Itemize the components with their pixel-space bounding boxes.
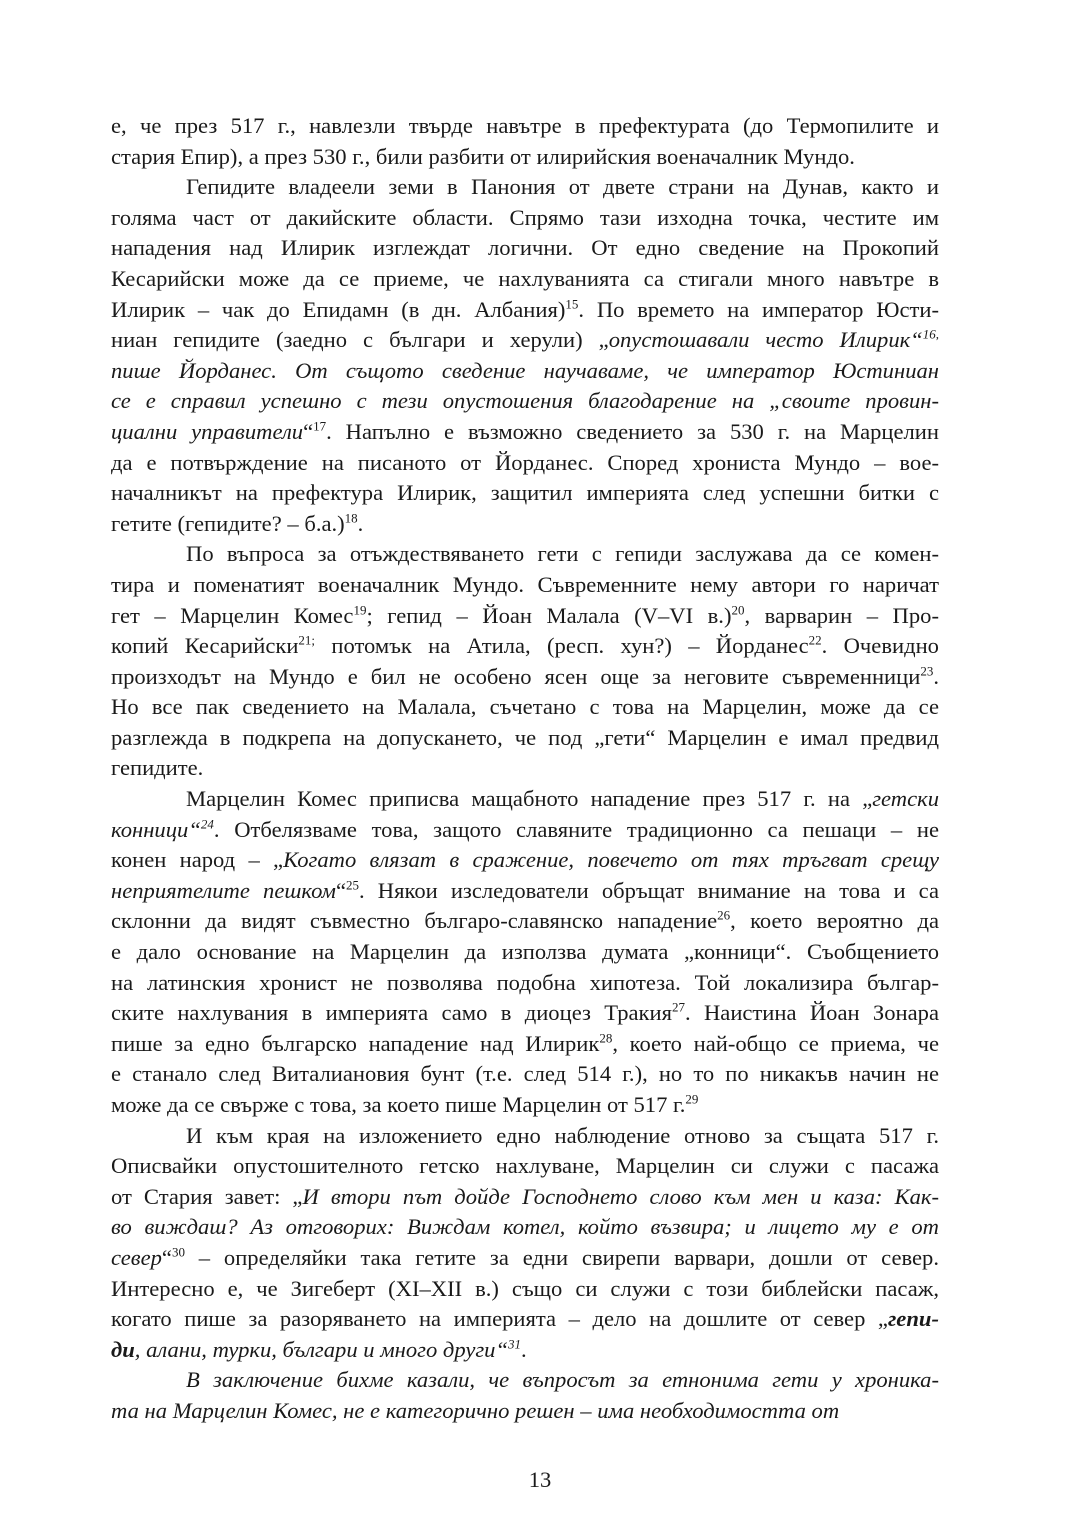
paragraph [111, 111, 939, 172]
text-run: голяма част от дакийските области. Спрямо тази изходна точка, честите им [111, 204, 939, 230]
text-line [111, 784, 939, 815]
text-run: е станало след Виталиановия бунт (т.е. след 514 г.), но то по никакъв начин не [111, 1061, 939, 1087]
text-run: склонни да видят съвместно българо-славянско нападение [111, 908, 718, 934]
text-line [111, 1335, 939, 1366]
footnote-ref: 22 [808, 632, 822, 648]
text-line [111, 845, 939, 876]
text-run: гепи- [887, 1306, 939, 1332]
text-line [111, 906, 939, 937]
text-run: “ [335, 877, 347, 903]
text-run: . Наистина Йоан Зонара [684, 1000, 939, 1026]
document-body [111, 111, 939, 1427]
text-run: – определяйки така гетите за едни свирепи варвари, дошли от север. [184, 1244, 939, 1270]
text-line [111, 876, 939, 907]
footnote-ref: 26 [717, 907, 731, 923]
text-run: Гепидите владеели земи в Панония от двете страни на Дунав, както и [186, 174, 939, 200]
text-line [111, 356, 939, 387]
text-run: , алани, турки, българи и много други“ [134, 1336, 509, 1362]
text-run: разглежда в подкрепа на допускането, че под „гети“ Марцелин е имал предвид [111, 724, 939, 750]
text-run: ; гепид – Йоан Малала (V–VI в.) [366, 602, 732, 628]
text-line [111, 1059, 939, 1090]
text-run: та на Марцелин Комес, не е категорично решен – има необходимостта от [111, 1397, 840, 1423]
text-line [111, 1029, 939, 1060]
text-line [111, 1090, 939, 1121]
text-line [111, 1121, 939, 1152]
text-run: е, че през 517 г., навлезли твърде навътре в префектурата (до Термопилите и [111, 113, 939, 138]
text-run: Илирик – чак до Епидамн (в дн. Албания) [111, 296, 566, 322]
text-run: нападения над Илирик изглеждат логични. От едно сведение на Прокопий [111, 235, 939, 261]
text-line [111, 1274, 939, 1305]
footnote-ref: 28 [599, 1030, 613, 1046]
footnote-ref: 21; [298, 632, 316, 648]
paragraph [111, 172, 939, 539]
text-line [111, 937, 939, 968]
text-run: . Отбелязваме това, защото славяните традиционно са пешаци – не [213, 816, 939, 842]
text-run: Но все пак сведението на Малала, съчетано с това на Марцелин, може да се [111, 694, 939, 720]
text-line [111, 968, 939, 999]
text-run: север [111, 1244, 162, 1270]
text-run: копий Кесарийски [111, 633, 299, 659]
text-line [111, 1151, 939, 1182]
text-run: Кесарийски може да се приеме, че нахлуванията са стигали много навътре в [111, 265, 939, 291]
text-run: пише Йорданес. От същото сведение научаваме, че император Юстиниан [111, 357, 939, 383]
text-line [111, 1304, 939, 1335]
text-line [111, 570, 939, 601]
text-line [111, 692, 939, 723]
footnote-ref: 17 [313, 418, 327, 434]
text-line [111, 386, 939, 417]
text-run: . Някои изследователи обръщат внимание на това и са [359, 877, 940, 903]
text-line [111, 203, 939, 234]
paragraph [111, 1365, 939, 1426]
footnote-ref: 29 [685, 1091, 699, 1107]
text-run: Интересно е, че Зигеберт (XI–XII в.) също си служи с този библейски пасаж, [111, 1275, 939, 1301]
text-run: , варварин – Про- [744, 602, 939, 628]
text-line [111, 264, 939, 295]
text-run: , което вероятно да [730, 908, 939, 934]
text-run: да е потвърждение на писаното от Йорданес. Според хрониста Мундо – вое- [111, 449, 939, 475]
text-line [111, 815, 939, 846]
text-run: произходът на Мундо е бил не особено ясен още за неговите съвременници [111, 663, 921, 689]
text-run: ските нахлувания в империята само в диоцез Тракия [111, 1000, 672, 1026]
text-line [111, 172, 939, 203]
footnote-ref: 23 [920, 663, 934, 679]
text-run: циални управители [111, 418, 304, 444]
text-run: ниан гепидите (заедно с българи и херули) „ [111, 327, 609, 353]
text-run: И към края на изложението едно наблюдение отново за същата 517 г. [186, 1122, 939, 1148]
page-number: 13 [528, 1467, 552, 1492]
text-run: во виждаш? Аз отговорих: Виждам котел, който възвира; и лицето му е от [111, 1214, 939, 1240]
footnote-ref: 15 [565, 296, 579, 312]
text-run: може да се свърже с това, за което пише Марцелин от 517 г. [111, 1092, 686, 1117]
text-run: конници“ [111, 816, 201, 842]
text-line [111, 998, 939, 1029]
text-line [111, 1212, 939, 1243]
text-run: на латинския хронист не позволява подобна хипотеза. Той локализира българ- [111, 969, 939, 995]
text-line [111, 539, 939, 570]
text-line [111, 417, 939, 448]
text-run: Описвайки опустошителното гетско нахлуване, Марцелин си служи с пасажа [111, 1153, 939, 1179]
text-run: . [521, 1336, 527, 1362]
paragraph [111, 539, 939, 784]
text-line [111, 325, 939, 356]
text-line [111, 142, 939, 173]
text-run: . Напълно е възможно сведението за 530 г. на Марцелин [326, 418, 939, 444]
text-run: когато пише за разоряването на империята – дело на дошлите от север „ [111, 1306, 888, 1332]
text-line [111, 1365, 939, 1396]
text-run: И втори път дойде Господнето слово към мен и каза: Как- [302, 1183, 939, 1209]
text-line [111, 448, 939, 479]
footnote-ref: 25 [346, 877, 360, 893]
text-run: е дало основание на Марцелин да използва думата „конници“. Съобщението [111, 939, 939, 965]
text-run: По въпроса за отъждествяването гети с гепиди заслужава да се комен- [186, 541, 939, 567]
text-line [111, 111, 939, 142]
text-run: Когато влязат в сражение, повечето от тях тръгват срещу [283, 847, 939, 873]
footnote-ref: 16, [922, 326, 939, 342]
text-run: “ [161, 1244, 172, 1270]
text-run: гет – Марцелин Комес [111, 602, 354, 628]
text-run: гетите (гепидите? – б.а.) [111, 510, 345, 536]
text-line [111, 509, 939, 540]
text-line [111, 233, 939, 264]
text-line [111, 723, 939, 754]
text-line [111, 631, 939, 662]
text-run: “ [303, 418, 314, 444]
footnote-ref: 27 [671, 999, 685, 1015]
text-line [111, 753, 939, 784]
footnote-ref: 24 [200, 816, 214, 832]
text-run: от Стария завет: „ [111, 1183, 303, 1209]
text-run: . [933, 663, 939, 689]
text-line [111, 1243, 939, 1274]
text-run: пише за едно българско нападение над Илирик [111, 1030, 600, 1056]
text-line [111, 295, 939, 326]
footnote-ref: 18 [344, 510, 358, 526]
text-line [111, 478, 939, 509]
footnote-ref: 20 [731, 601, 745, 617]
footnote-ref: 31 [508, 1336, 522, 1352]
text-run: неприятелите пешком [111, 877, 336, 903]
text-run: конен народ – „ [111, 847, 284, 873]
text-run: Марцелин Комес приписва мащабното нападение през 517 г. на „ [186, 786, 873, 812]
footnote-ref: 30 [171, 1244, 185, 1260]
text-line [111, 1396, 939, 1427]
text-run: началникът на префектура Илирик, защитил империята след успешни битки с [111, 480, 939, 506]
text-run: . Очевидно [821, 633, 939, 659]
text-run: ди [111, 1336, 135, 1362]
text-run: стария Епир), а през 530 г., били разбити от илирийския военачалник Мундо. [111, 143, 855, 169]
text-line [111, 662, 939, 693]
text-run: . [357, 510, 364, 536]
text-run: се е справил успешно с тези опустошения благодарение на „своите провин- [111, 388, 939, 414]
text-run: тира и поменатият военачалник Мундо. Съвременните нему автори го наричат [111, 571, 939, 597]
footnote-ref: 19 [353, 601, 367, 617]
text-run: . По времето на император Юсти- [578, 296, 939, 322]
text-line [111, 601, 939, 632]
paragraph [111, 1121, 939, 1366]
text-run: опустошавали често Илирик“ [608, 327, 923, 353]
paragraph [111, 784, 939, 1121]
text-line [111, 1182, 939, 1213]
text-run: , което най-общо се приема, че [612, 1030, 939, 1056]
text-run: гепидите. [111, 755, 204, 781]
text-run: потомък на Атила, (респ. хун?) – Йорданес [315, 633, 809, 659]
text-run: гетски [872, 786, 939, 812]
text-run: В заключение бихме казали, че въпросът за етнонима гети у хроника- [186, 1367, 939, 1393]
